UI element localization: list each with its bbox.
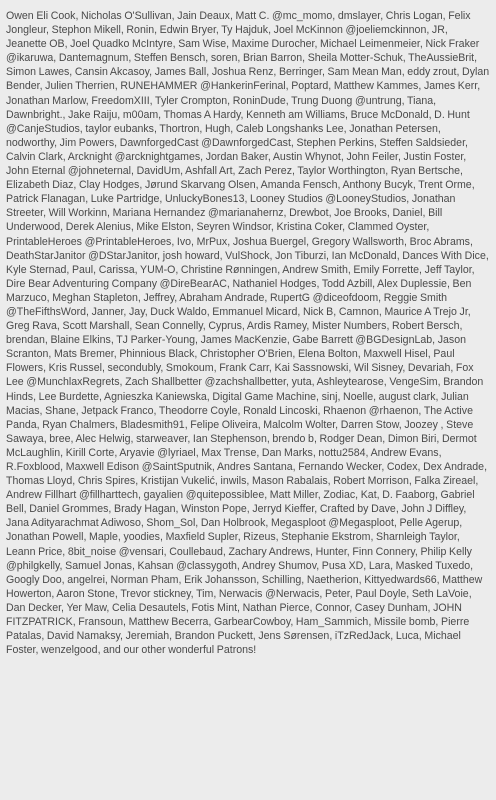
patron-credits-text: Owen Eli Cook, Nicholas O'Sullivan, Jain Deaux, Matt C. @mc_momo, dmslayer, Chris Logan, Felix Jongleur, Stephon Mikell, Ronin, Edwin Bryer, Ty Hajduk, Joel McKinnon @joeliemckinnon, JR, Jeanette OB, Joel Quadko McIntyre, Sam Wise, Maxime Durocher, Michael Leimenmeier, Nick Fraker @ikaruwa, Dantemagnum, Steffen Bensch, soren, Brian Barron, Sheila Motter-Schuk, TheAussieBrit, Simon Lawes, Cansin Akcasoy, James Ball, Joshua Renz, Berringer, Sam Mean Man, eddy zrout, Dylan Bender, Julien Therrien, RUNEHAMMER @HankerinFerinal, Poptard, Matthew Kammes, James Kerr, Jonathan Marlow, FreedomXIII, Tyler Crompton, RoninDude, Trung Duong @untrung, Tiana, Dawnbright., Jake Raiju, m00am, Thomas A Hardy, Kenneth am Williams, Bruce McDonald, D. Hunt @CanjeStudios, taylor eubanks, Thortron, Hugh, Caleb Longshanks Lee, Jonathan Petersen, nodworthy, Jim Powers, DawnforgedCast @DawnforgedCast, Stephen Perkins, Steffen Saldsieder, Calvin Clark, Arcknight @arcknightgames, Jordan Baker, Austin Whynot, John Feiler, Justin Foster, John Eternal @johneternal, DavidUm, Ashfall Art, Zach Perez, Taylor Worthington, Ryan Bertsche, Elizabeth Diaz, Clay Hodges, Jørund Skarvang Olsen, Amanda Fensch, Anthony Bucyk, Trent Orme, Patrick Flanagan, Luke Partridge, UnluckyBones13, Looney Studios @LooneyStudios, Jonathan Streeter, Will Workinn, Mariana Hernandez @marianahernz, Drewbot, Joe Brooks, Daniel, Bill Underwood, Derek Alenius, Mike Elston, Seyren Windsor, Kristina Coker, Clammed Oyster, PrintableHeroes @PrintableHeroes, Ivo, MrPux, Joshua Buergel, Gregory Wallsworth, Broc Abrams, DeathStarJanitor @DStarJanitor, josh howard, VulShock, Jon Tiburzi, Ian McDonald, Dances With Dice, Kyle Sternad, Paul, Carissa, YUM-O, Christine Rønningen, Andrew Smith, Emily Forrette, Jeff Taylor, Dire Bear Adventuring Company @DireBearAC, Nathaniel Hodges, Todd Azbill, Alex Duplessie, Ben Marzuco, Meghan Stapleton, Jeffrey, Abraham Andrade, RupertG @diceofdoom, Reggie Smith @TheFifthsWord, Janner, Jay, Duck Waldo, Emmanuel Micard, Nick B, Camnon, Maurice A Trejo Jr, Greg Rava, Scott Marshall, Sean Connelly, Cyprus, Ardis Ramey, Mister Numbers, Robert Bersch, brendan, Blaine Elkins, TJ Parker-Young, James MacKenzie, Gabe Barrett @BGDesignLab, Jason Scranton, Mats Bremer, Phinnious Black, Christopher O'Brien, Elena Bolton, Maxwell Hisel, Paul Flowers, Kris Russel, secondubly, Smokoum, Frank Carr, Kai Sassnowski, Wil Sisney, Devariah, Fox Lee @MunchlaxRegrets, Zach Shallbetter @zachshallbetter, yuta, Ashleytearose, VengeSim, Brandon Hinds, Lee Burdette, Agnieszka Kaniewska, Digital Game Machine, sinj, Noelle, august clark, Julian Macias, Shane, Jetpack Franco, Theodorre Coyle, Ronald Lincoski, Rhaenon @rhaenon, The Active Panda, Ryan Chalmers, Bladesmith91, Felipe Oliveira, Malcolm Wolter, Darren Stow, Joozey , Steve Sawaya, bree, Alec Helwig, starweaver, Ian Stephenson, brendo b, Rodger Dean, Dimon Biri, Dermot McLaughlin, Kirill Corte, Aryavie @lyriael, Max Trense, Dan Marks, nottu2584, Andrew Evans, R.Foxblood, Maxwell Edison @SaintSputnik, Andres Santana, Fernando Wecker, Codex, Dex Andrade, Thomas Lloyd, Chris Spires, Kristijan Vukelić, inwils, Mason Rabalais, Robert Morrison, Falka Zireael, Andrew Fillhart @fillharttech, gayalien @quitepossiblee, Matt Miller, Zodiac, Kat, D. Faaborg, Gabriel Bell, Daniel Grommes, Brady Hagan, Winston Pope, Jerryd Kieffer, Crafted by Dave, John J Diffley, Jana Adityarachmat Adiwoso, Shom_Sol, Dan Holbrook, Megasploot @Megasploot, Pelle Agerup, Jonathan Powell, Maple, yoodies, Maxfield Supler, Rizeus, Stephanie Ekstrom, Sharnleigh Taylor, Leann Price, 8bit_noise @vensari, Coullebaud, Zachary Andrews, Hunter, Finn Connery, Philip Kelly @philgkelly, Samuel Jonas, Kahsan @classygoth, Andrey Shumov, Pusa XD, Lara, Masked Tuxedo, Googly Doo, angelrei, Norman Pham, Erik Johansson, Schilling, Naetherion, Kittyedwards66, Matthew Howerton, Aaron Stone, Trevor stickney, Tim, Nerwacis @Nerwacis, Peter, Paul Doyle, Seth LaVoie, Dan Decker, Yer Maw, Celia Desautels, Fotis Mint, Nathan Pierce, Connor, Casey Dunham, JOHN FITZPATRICK, Fransoun, Matthew Becerra, GarbearCowboy, Ham_Sammich, Missile bomb, Pierre Patalas, David Namaksy, Jeremiah, Brandon Puckett, Jens Sørensen, iTzRedJack, Luca, Michael Foster, wenzelgood, and our other wonderful Patrons! — [6, 10, 490, 657]
